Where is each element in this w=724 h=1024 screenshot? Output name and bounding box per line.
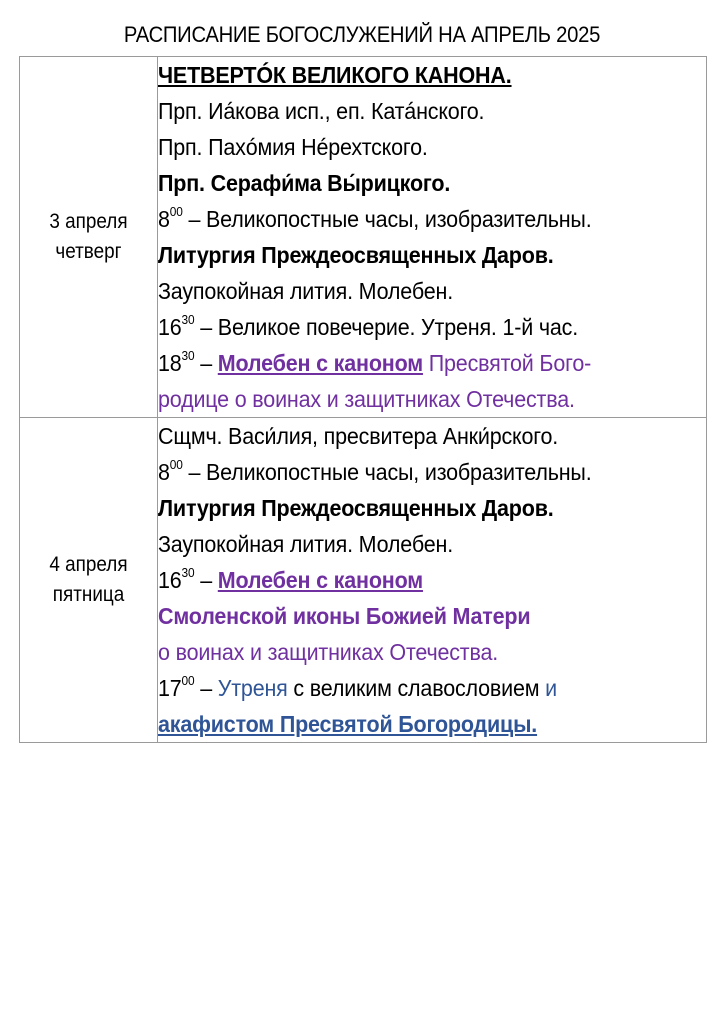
services-cell xyxy=(158,57,707,418)
time-minute: 30 xyxy=(181,565,195,581)
service-line: Заупокойная лития. Молебен. xyxy=(158,278,453,304)
service-line: Заупокойная лития. Молебен. xyxy=(158,531,453,557)
saint-line: Прп. Пахóмия Нéрехтского. xyxy=(158,134,428,160)
conjunction-text: и xyxy=(545,675,557,701)
saint-line: Прп. Иáкова исп., еп. Катáнского. xyxy=(158,98,485,124)
matins-text: Утреня xyxy=(217,675,288,701)
service-dash: – xyxy=(194,567,218,593)
time-minute: 00 xyxy=(181,673,195,689)
service-text: – Великопостные часы, изобразительны. xyxy=(182,459,592,485)
service-text-purple: Пресвятой Бого- xyxy=(422,350,592,376)
service-text: – Великопостные часы, изобразительны. xyxy=(182,206,592,232)
schedule-table xyxy=(19,56,707,743)
akathist-link[interactable]: акафистом Пресвятой Богородицы. xyxy=(158,711,538,737)
service-line xyxy=(158,670,659,706)
table-row xyxy=(20,57,707,418)
time-minute: 00 xyxy=(169,457,183,473)
time-hour: 18 xyxy=(158,350,182,376)
time-hour: 16 xyxy=(158,567,182,593)
moleben-link[interactable]: Молебен с каноном xyxy=(217,350,423,376)
saint-line: Сщмч. Васи́лия, пресвитера Анки́рского. xyxy=(158,423,559,449)
service-line xyxy=(158,562,659,598)
liturgy-line: Литургия Преждеосвященных Даров. xyxy=(158,242,554,268)
date-label: 4 апреля xyxy=(49,553,128,576)
service-text: с великим славословием xyxy=(287,675,546,701)
date-label: 3 апреля xyxy=(49,210,128,233)
time-minute: 30 xyxy=(181,348,195,364)
time-minute: 30 xyxy=(181,312,195,328)
icon-title: Смоленской иконы Божией Матери xyxy=(158,603,531,629)
service-line xyxy=(158,454,659,490)
service-line xyxy=(158,309,659,345)
time-hour: 8 xyxy=(158,459,170,485)
time-hour: 16 xyxy=(158,314,182,340)
weekday-label: пятница xyxy=(52,583,125,606)
service-text-purple: о воинах и защитниках Отечества. xyxy=(158,639,499,665)
service-text-purple: родице о воинах и защитниках Отечества. xyxy=(158,386,575,412)
saint-line-bold: Прп. Серафи́ма Вы́рицкого. xyxy=(158,170,451,196)
weekday-label: четверг xyxy=(55,240,122,263)
time-hour: 17 xyxy=(158,675,182,701)
time-hour: 8 xyxy=(158,206,170,232)
liturgy-line: Литургия Преждеосвященных Даров. xyxy=(158,495,554,521)
moleben-link[interactable]: Молебен с каноном xyxy=(217,567,423,593)
page-title: РАСПИСАНИЕ БОГОСЛУЖЕНИЙ НА АПРЕЛЬ 2025 xyxy=(123,22,601,47)
feast-title: ЧЕТВЕРТÓК ВЕЛИКОГО КАНОНА. xyxy=(158,62,512,88)
table-row xyxy=(20,418,707,743)
time-minute: 00 xyxy=(169,204,183,220)
date-cell xyxy=(20,57,158,418)
date-cell xyxy=(20,418,158,743)
service-dash: – xyxy=(194,675,218,701)
services-cell xyxy=(158,418,707,743)
service-text: – Великое повечерие. Утреня. 1-й час. xyxy=(194,314,579,340)
service-line xyxy=(158,345,659,381)
service-dash: – xyxy=(194,350,218,376)
service-line xyxy=(158,201,659,237)
